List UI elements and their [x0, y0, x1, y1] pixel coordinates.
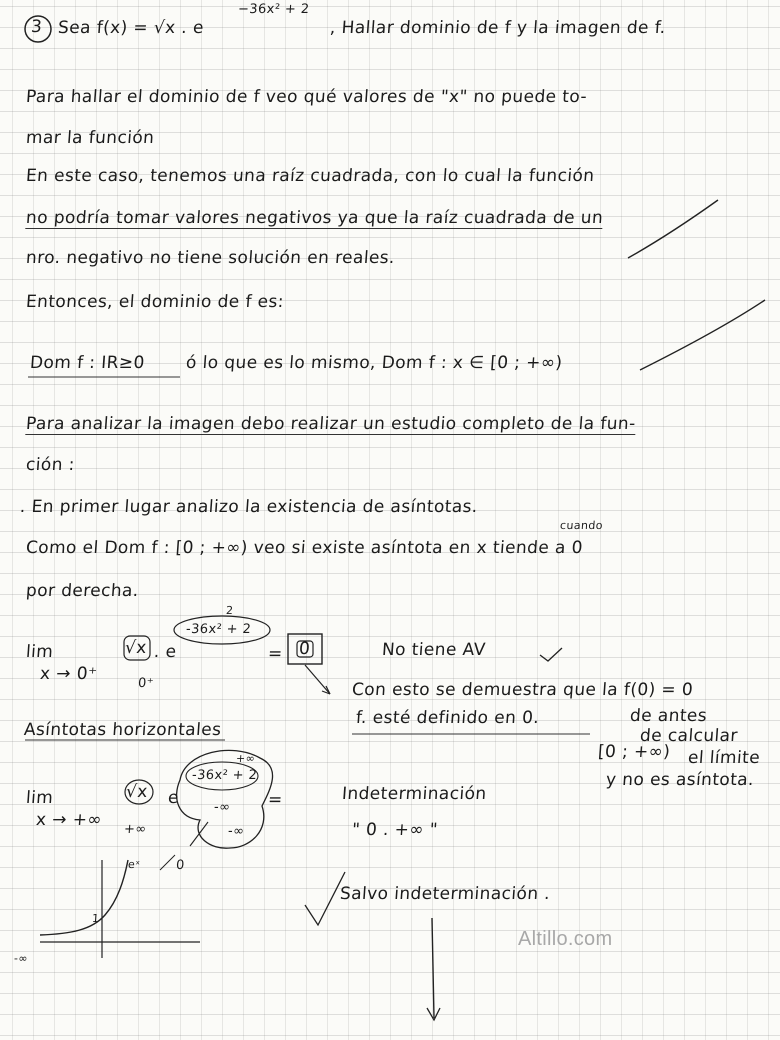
limit2-lim: lim	[25, 788, 54, 808]
watermark-logo: Altillo.com	[518, 928, 613, 950]
text-line-11: Como el Dom f : [0 ; +∞) veo si existe asíntota en x tiende a 0	[25, 538, 584, 558]
limit1-exponent: -36x² + 2	[185, 622, 252, 637]
cloud-arrow	[190, 822, 208, 846]
text-line-9: ción :	[25, 455, 76, 475]
graph-zero: 0	[175, 858, 186, 873]
text-line-1: Para hallar el dominio de f veo qué valores de "x" no puede to-	[25, 87, 588, 107]
remark-line-6: el límite	[687, 748, 761, 768]
graph-tick-one: 1	[91, 912, 100, 925]
graph-minus-inf: -∞	[13, 952, 29, 965]
limit1-result: 0	[298, 639, 311, 659]
limit1-sub: x → 0⁺	[39, 664, 99, 684]
limit1-under: 0⁺	[137, 676, 155, 691]
problem-statement-lhs: Sea f(x) = √x . e	[57, 18, 205, 38]
text-line-4: no podría tomar valores negativos ya que la raíz cuadrada de un	[25, 208, 604, 228]
indeterminacion-label: Indeterminación	[341, 784, 488, 804]
text-line-5: nro. negativo no tiene solución en reales.	[25, 248, 396, 268]
limit2-exponent: -36x² + 2	[191, 768, 258, 783]
limit1-lim: lim	[25, 642, 54, 662]
limit2-e: e	[167, 788, 180, 808]
down-arrow-line	[432, 918, 434, 1018]
limit2-minus-inf-a: -∞	[213, 800, 231, 815]
check-stroke-1	[628, 200, 718, 258]
graph-exp-curve	[40, 860, 128, 935]
limit1-note: No tiene AV	[381, 640, 487, 660]
limit1-sqrt: √x	[124, 638, 148, 658]
graph-label-exp: eˣ	[127, 858, 141, 871]
limit1-equals: =	[267, 644, 284, 664]
remark-line-1: Con esto se demuestra que la f(0) = 0	[351, 680, 694, 700]
problem-statement-rhs: , Hallar dominio de f y la imagen de f.	[329, 18, 667, 38]
salvo-indeterminacion: Salvo indeterminación .	[339, 884, 551, 904]
remark-line-4: de calcular	[639, 726, 739, 746]
limit2-under-sqrt: +∞	[123, 822, 148, 837]
arrow-remark	[305, 665, 330, 694]
remark-line-7: y no es asíntota.	[605, 770, 755, 790]
problem-number: 3	[30, 17, 43, 37]
text-line-2: mar la función	[25, 128, 155, 148]
graph-arrow	[160, 855, 175, 870]
domain-notation: Dom f : IR≥0	[29, 353, 146, 373]
limit2-sub: x → +∞	[35, 810, 103, 830]
check-stroke-2	[640, 300, 765, 370]
problem-exponent: −36x² + 2	[237, 2, 310, 17]
domain-interval: ó lo que es lo mismo, Dom f : x ∈ [0 ; +∞)	[185, 353, 564, 373]
check-av	[540, 648, 562, 661]
indeterminacion-form: " 0 . +∞ "	[351, 820, 439, 840]
limit2-plus-inf: +∞	[235, 752, 256, 765]
text-line-12: por derecha.	[25, 581, 140, 601]
limit1-dot-e: . e	[153, 642, 178, 662]
limit2-equals: =	[267, 790, 284, 810]
heading-horizontal: Asíntotas horizontales	[23, 720, 223, 740]
note-cuando: cuando	[559, 519, 604, 532]
text-line-3: En este caso, tenemos una raíz cuadrada, con lo cual la función	[25, 166, 596, 186]
remark-line-3: de antes	[629, 706, 708, 726]
remark-line-2: f. esté definido en 0.	[355, 708, 540, 728]
limit2-minus-inf-b: -∞	[227, 824, 245, 839]
text-line-8: Para analizar la imagen debo realizar un estudio completo de la fun-	[25, 414, 637, 434]
remark-interval: [0 ; +∞)	[597, 742, 671, 762]
text-line-6: Entonces, el dominio de f es:	[25, 292, 285, 312]
text-line-10: . En primer lugar analizo la existencia de asíntotas.	[19, 497, 479, 517]
limit1-above2: 2	[225, 604, 234, 617]
limit2-sqrt: √x	[125, 782, 149, 802]
